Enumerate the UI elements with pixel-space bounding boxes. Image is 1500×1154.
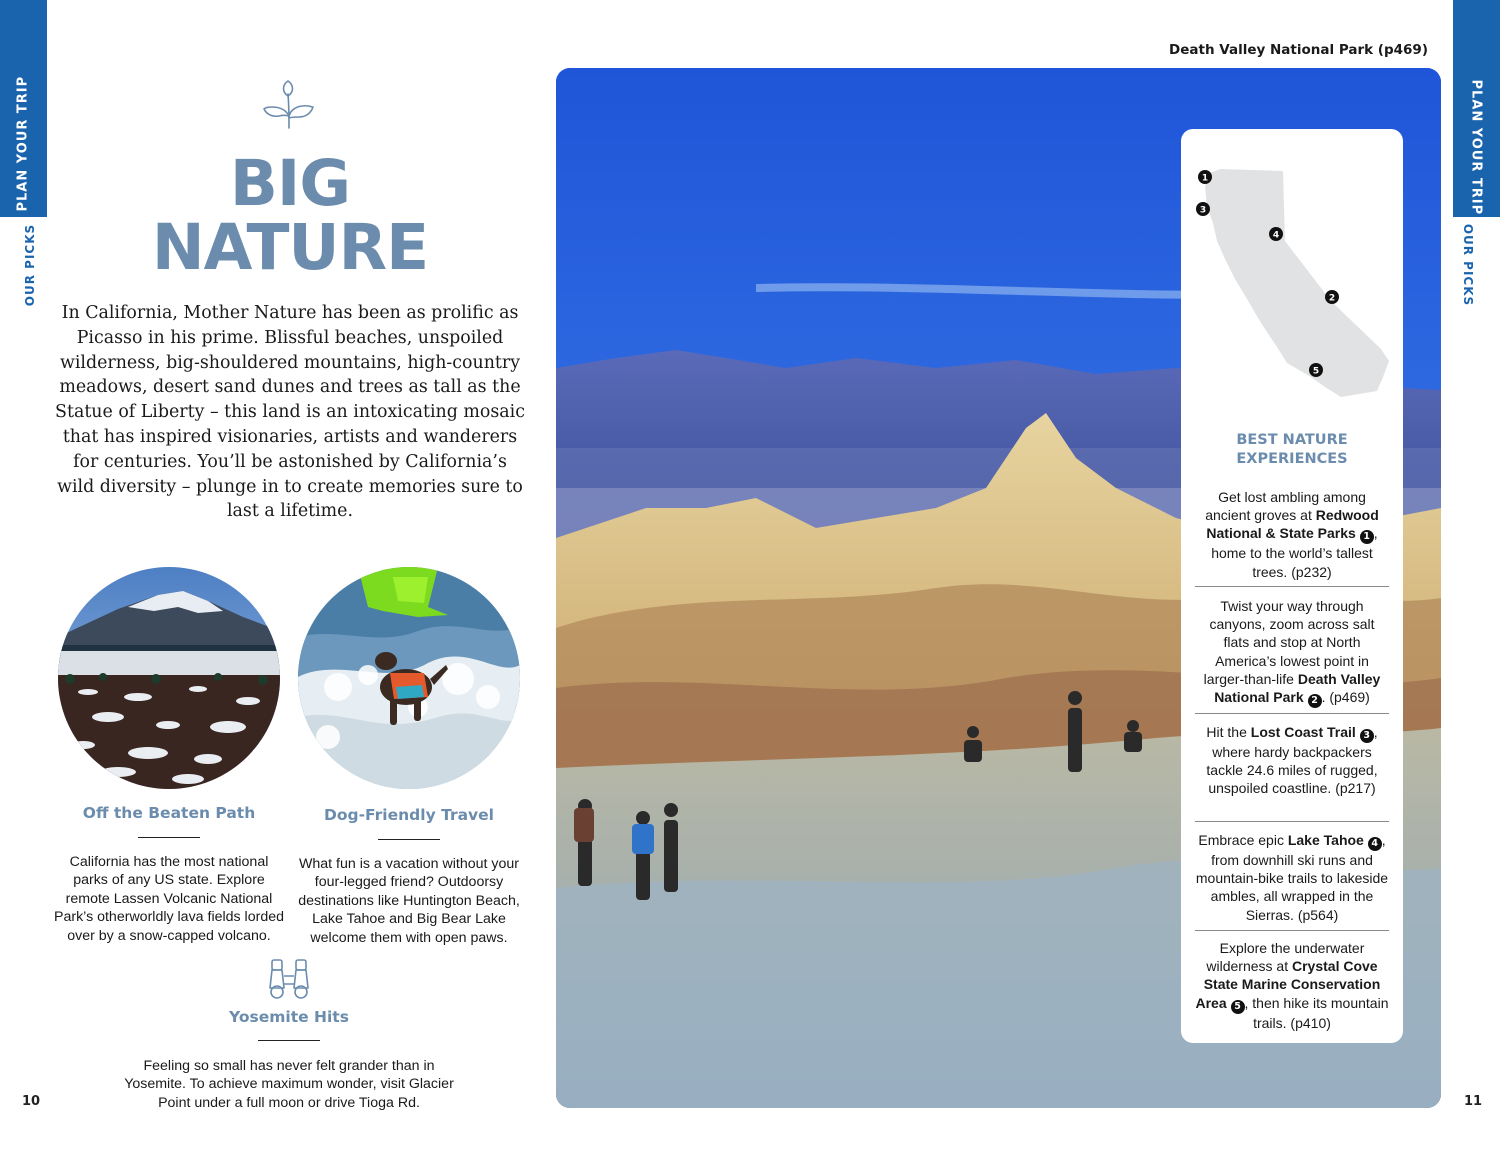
lassen-volcano-photo: [58, 567, 280, 789]
experience-divider: [1195, 821, 1389, 822]
experience-item-5: Explore the underwater wilderness at Crystal Cove State Marine Conservation Area 5 , then hike its mountain trails. (p410): [1195, 940, 1389, 1031]
number-badge-3: 3: [1360, 729, 1374, 743]
california-map: [1191, 151, 1396, 406]
feature-body-dog-friendly: What fun is a vacation without your four-legged friend? Outdoorsy destinations like Huntington Beach, Lake Tahoe and Big Bear Lake welcome them with open paws.: [298, 856, 520, 946]
intro-paragraph: In California, Mother Nature has been as prolific as Picasso in his prime. Blissful beaches, unspoiled wilderness, big-shouldered mountains, high-country meadows, desert sand dunes and trees as tall as the Statue of Liberty – this land is an intoxicating mosaic that has inspired visionaries, artists and wanderers for centuries. You’ll be astonished by California’s wild diversity – plunge in to create memories sure to last a lifetime.: [55, 303, 525, 522]
panel-title-line-2: EXPERIENCES: [1236, 451, 1348, 467]
feature-rule-3: [258, 1040, 320, 1041]
page-number-right: 11: [1464, 1094, 1483, 1109]
tab-our-picks-left: OUR PICKS: [23, 223, 37, 307]
number-badge-2: 2: [1308, 694, 1322, 708]
page-title: [110, 147, 470, 284]
photo-caption-header: Death Valley National Park (p469): [1169, 42, 1428, 58]
left-side-tab: [0, 0, 47, 217]
feature-rule-2: [378, 839, 440, 840]
feature-heading-off-beaten-path: Off the Beaten Path: [82, 804, 256, 822]
feature-body-yosemite: Feeling so small has never felt grander than in Yosemite. To achieve maximum wonder, visit Glacier Point under a full moon or drive Tioga Rd.: [124, 1058, 454, 1111]
number-badge-5: 5: [1231, 1000, 1245, 1014]
experience-divider: [1195, 930, 1389, 931]
number-badge-1: 1: [1360, 530, 1374, 544]
number-badge-4: 4: [1368, 837, 1382, 851]
right-side-tab: [1453, 0, 1500, 217]
panel-title-line-1: BEST NATURE: [1236, 432, 1348, 448]
experience-divider: [1195, 586, 1389, 587]
experience-item-4: Embrace epic Lake Tahoe 4 , from downhill ski runs and mountain-bike trails to lakeside ambles, all wrapped in the Sierras. (p564): [1195, 832, 1389, 923]
experience-divider: [1195, 713, 1389, 714]
feature-heading-dog-friendly: Dog-Friendly Travel: [324, 806, 494, 824]
title-line-2: NATURE: [151, 211, 429, 284]
feature-heading-yosemite: Yosemite Hits: [229, 1008, 349, 1026]
map-marker-2: 2: [1328, 293, 1336, 304]
panel-title: [1181, 431, 1403, 469]
map-marker-5: 5: [1312, 366, 1320, 377]
map-marker-1: 1: [1201, 173, 1209, 184]
page-number-left: 10: [22, 1094, 41, 1109]
map-marker-4: 4: [1272, 230, 1280, 241]
tab-plan-your-trip-right: PLAN YOUR TRIP: [1468, 79, 1484, 216]
best-nature-panel: [1181, 129, 1403, 1043]
dog-surf-photo: [298, 567, 520, 789]
experience-item-3: Hit the Lost Coast Trail 3 , where hardy backpackers tackle 24.6 miles of rugged, unspoiled coastline. (p217): [1206, 724, 1378, 797]
map-marker-3: 3: [1199, 205, 1207, 216]
experience-item-1: Get lost ambling among ancient groves at Redwood National & State Parks 1 , home to the world’s tallest trees. (p232): [1205, 489, 1379, 580]
binoculars-icon: [268, 958, 310, 1000]
tab-our-picks-right: OUR PICKS: [1461, 223, 1475, 307]
title-line-1: BIG: [229, 147, 351, 220]
leaf-sprout-icon: [262, 80, 316, 130]
feature-body-off-beaten-path: California has the most national parks of any US state. Explore remote Lassen Volcanic National Park’s otherworldly lava fields lorded over by a snow-capped volcano.: [54, 854, 284, 944]
feature-rule-1: [138, 837, 200, 838]
tab-plan-your-trip-left: PLAN YOUR TRIP: [15, 75, 31, 212]
experience-item-2: Twist your way through canyons, zoom across salt flats and stop at North America’s lowest point in larger-than-life Death Valley National Park 2 . (p469): [1203, 598, 1381, 707]
